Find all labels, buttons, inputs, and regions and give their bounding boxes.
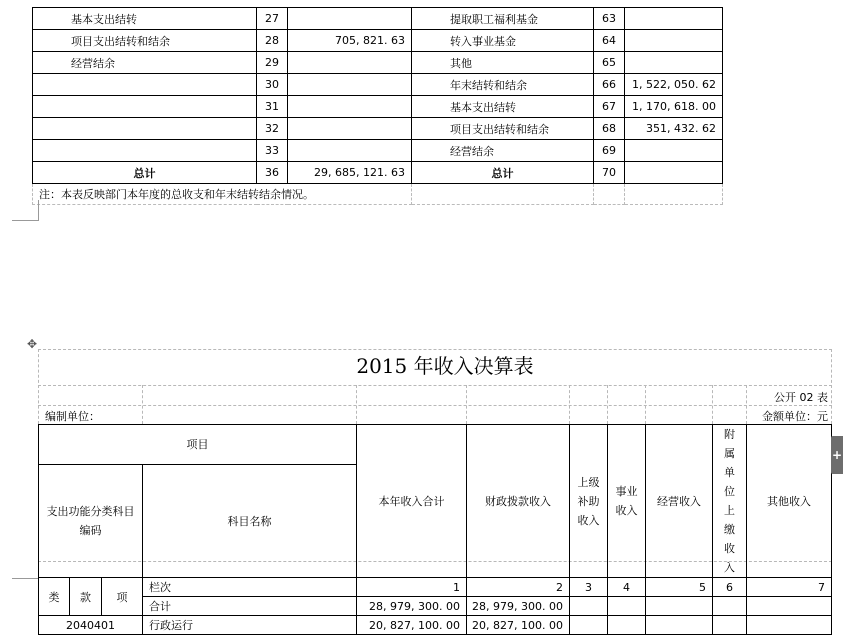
left-label: 经营结余 bbox=[33, 52, 257, 74]
right-value bbox=[625, 140, 723, 162]
column-index: 4 bbox=[608, 578, 646, 597]
header-total-income: 本年收入合计 bbox=[357, 425, 467, 578]
total-left-line-no: 36 bbox=[257, 162, 288, 184]
right-value: 1, 170, 618. 00 bbox=[625, 96, 723, 118]
left-value bbox=[288, 118, 412, 140]
balance-table bbox=[32, 7, 723, 205]
total-income-value: 28, 979, 300. 00 bbox=[357, 597, 467, 616]
right-line-no: 64 bbox=[594, 30, 625, 52]
total-left-label: 总计 bbox=[33, 162, 257, 184]
function-code-value: 2040401 bbox=[39, 616, 143, 635]
page-corner-mark bbox=[12, 200, 39, 221]
left-label bbox=[33, 140, 257, 162]
header-operating-income: 经营收入 bbox=[646, 425, 713, 578]
header-section: 款 bbox=[70, 578, 102, 616]
right-value bbox=[625, 8, 723, 30]
column-index: 2 bbox=[467, 578, 570, 597]
left-value bbox=[288, 8, 412, 30]
fiscal-income-value: 20, 827, 100. 00 bbox=[467, 616, 570, 635]
right-label: 经营结余 bbox=[412, 140, 594, 162]
table-row bbox=[33, 140, 723, 162]
table-row bbox=[33, 52, 723, 74]
right-label: 年末结转和结余 bbox=[412, 74, 594, 96]
total-income-value: 20, 827, 100. 00 bbox=[357, 616, 467, 635]
table-row bbox=[33, 8, 723, 30]
left-line-no: 31 bbox=[257, 96, 288, 118]
income-table-title: 2015 年收入决算表 bbox=[356, 354, 534, 378]
income-table bbox=[38, 424, 832, 635]
left-line-no: 27 bbox=[257, 8, 288, 30]
header-item-col: 项 bbox=[102, 578, 143, 616]
right-label: 项目支出结转和结余 bbox=[412, 118, 594, 140]
right-line-no: 66 bbox=[594, 74, 625, 96]
total-right-label: 总计 bbox=[412, 162, 594, 184]
add-row-plus-icon[interactable]: + bbox=[831, 436, 843, 474]
left-label: 基本支出结转 bbox=[33, 8, 257, 30]
left-label bbox=[33, 74, 257, 96]
total-right-value bbox=[625, 162, 723, 184]
left-value bbox=[288, 140, 412, 162]
header-function-code: 支出功能分类科目编码 bbox=[39, 464, 143, 577]
column-index: 6 bbox=[713, 578, 747, 597]
right-value: 351, 432. 62 bbox=[625, 118, 723, 140]
left-line-no: 28 bbox=[257, 30, 288, 52]
header-business-income: 事业收入 bbox=[608, 425, 646, 578]
header-item: 项目 bbox=[39, 425, 357, 465]
right-line-no: 68 bbox=[594, 118, 625, 140]
left-label: 项目支出结转和结余 bbox=[33, 30, 257, 52]
right-value bbox=[625, 30, 723, 52]
total-row bbox=[33, 162, 723, 184]
table-row bbox=[33, 118, 723, 140]
left-line-no: 32 bbox=[257, 118, 288, 140]
header-other-income: 其他收入 bbox=[747, 425, 832, 578]
subject-name-value: 行政运行 bbox=[143, 616, 357, 635]
public-table-number: 公开 02 表 bbox=[774, 391, 828, 404]
right-value bbox=[625, 52, 723, 74]
right-line-no: 65 bbox=[594, 52, 625, 74]
right-label: 其他 bbox=[412, 52, 594, 74]
amount-unit-label: 金额单位：元 bbox=[762, 410, 828, 423]
left-line-no: 33 bbox=[257, 140, 288, 162]
table-row bbox=[33, 30, 723, 52]
left-line-no: 30 bbox=[257, 74, 288, 96]
left-line-no: 29 bbox=[257, 52, 288, 74]
left-value: 705, 821. 63 bbox=[288, 30, 412, 52]
total-right-line-no: 70 bbox=[594, 162, 625, 184]
left-label bbox=[33, 118, 257, 140]
header-class: 类 bbox=[39, 578, 70, 616]
header-subject-name: 科目名称 bbox=[143, 464, 357, 577]
table-row bbox=[33, 74, 723, 96]
header-superior-subsidy: 上级补助收入 bbox=[570, 425, 608, 578]
left-value bbox=[288, 96, 412, 118]
fiscal-income-value: 28, 979, 300. 00 bbox=[467, 597, 570, 616]
table-row bbox=[33, 96, 723, 118]
compile-unit-label: 编制单位： bbox=[45, 410, 100, 423]
column-index-label: 栏次 bbox=[143, 578, 357, 597]
column-index: 5 bbox=[646, 578, 713, 597]
table-move-handle-icon[interactable]: ✥ bbox=[27, 337, 38, 351]
column-index: 3 bbox=[570, 578, 608, 597]
left-value bbox=[288, 52, 412, 74]
header-fiscal-income: 财政拨款收入 bbox=[467, 425, 570, 578]
right-label: 基本支出结转 bbox=[412, 96, 594, 118]
header-affiliated-income: 附属单位上缴收入 bbox=[713, 425, 747, 578]
left-value bbox=[288, 74, 412, 96]
right-value: 1, 522, 050. 62 bbox=[625, 74, 723, 96]
right-label: 转入事业基金 bbox=[412, 30, 594, 52]
total-row-label: 合计 bbox=[143, 597, 357, 616]
right-line-no: 63 bbox=[594, 8, 625, 30]
left-label bbox=[33, 96, 257, 118]
column-index: 1 bbox=[357, 578, 467, 597]
right-label: 提取职工福利基金 bbox=[412, 8, 594, 30]
table-note: 注：本表反映部门本年度的总收支和年末结转结余情况。 bbox=[33, 184, 412, 205]
total-left-value: 29, 685, 121. 63 bbox=[288, 162, 412, 184]
page-corner-mark bbox=[12, 578, 39, 599]
right-line-no: 67 bbox=[594, 96, 625, 118]
column-index: 7 bbox=[747, 578, 832, 597]
right-line-no: 69 bbox=[594, 140, 625, 162]
